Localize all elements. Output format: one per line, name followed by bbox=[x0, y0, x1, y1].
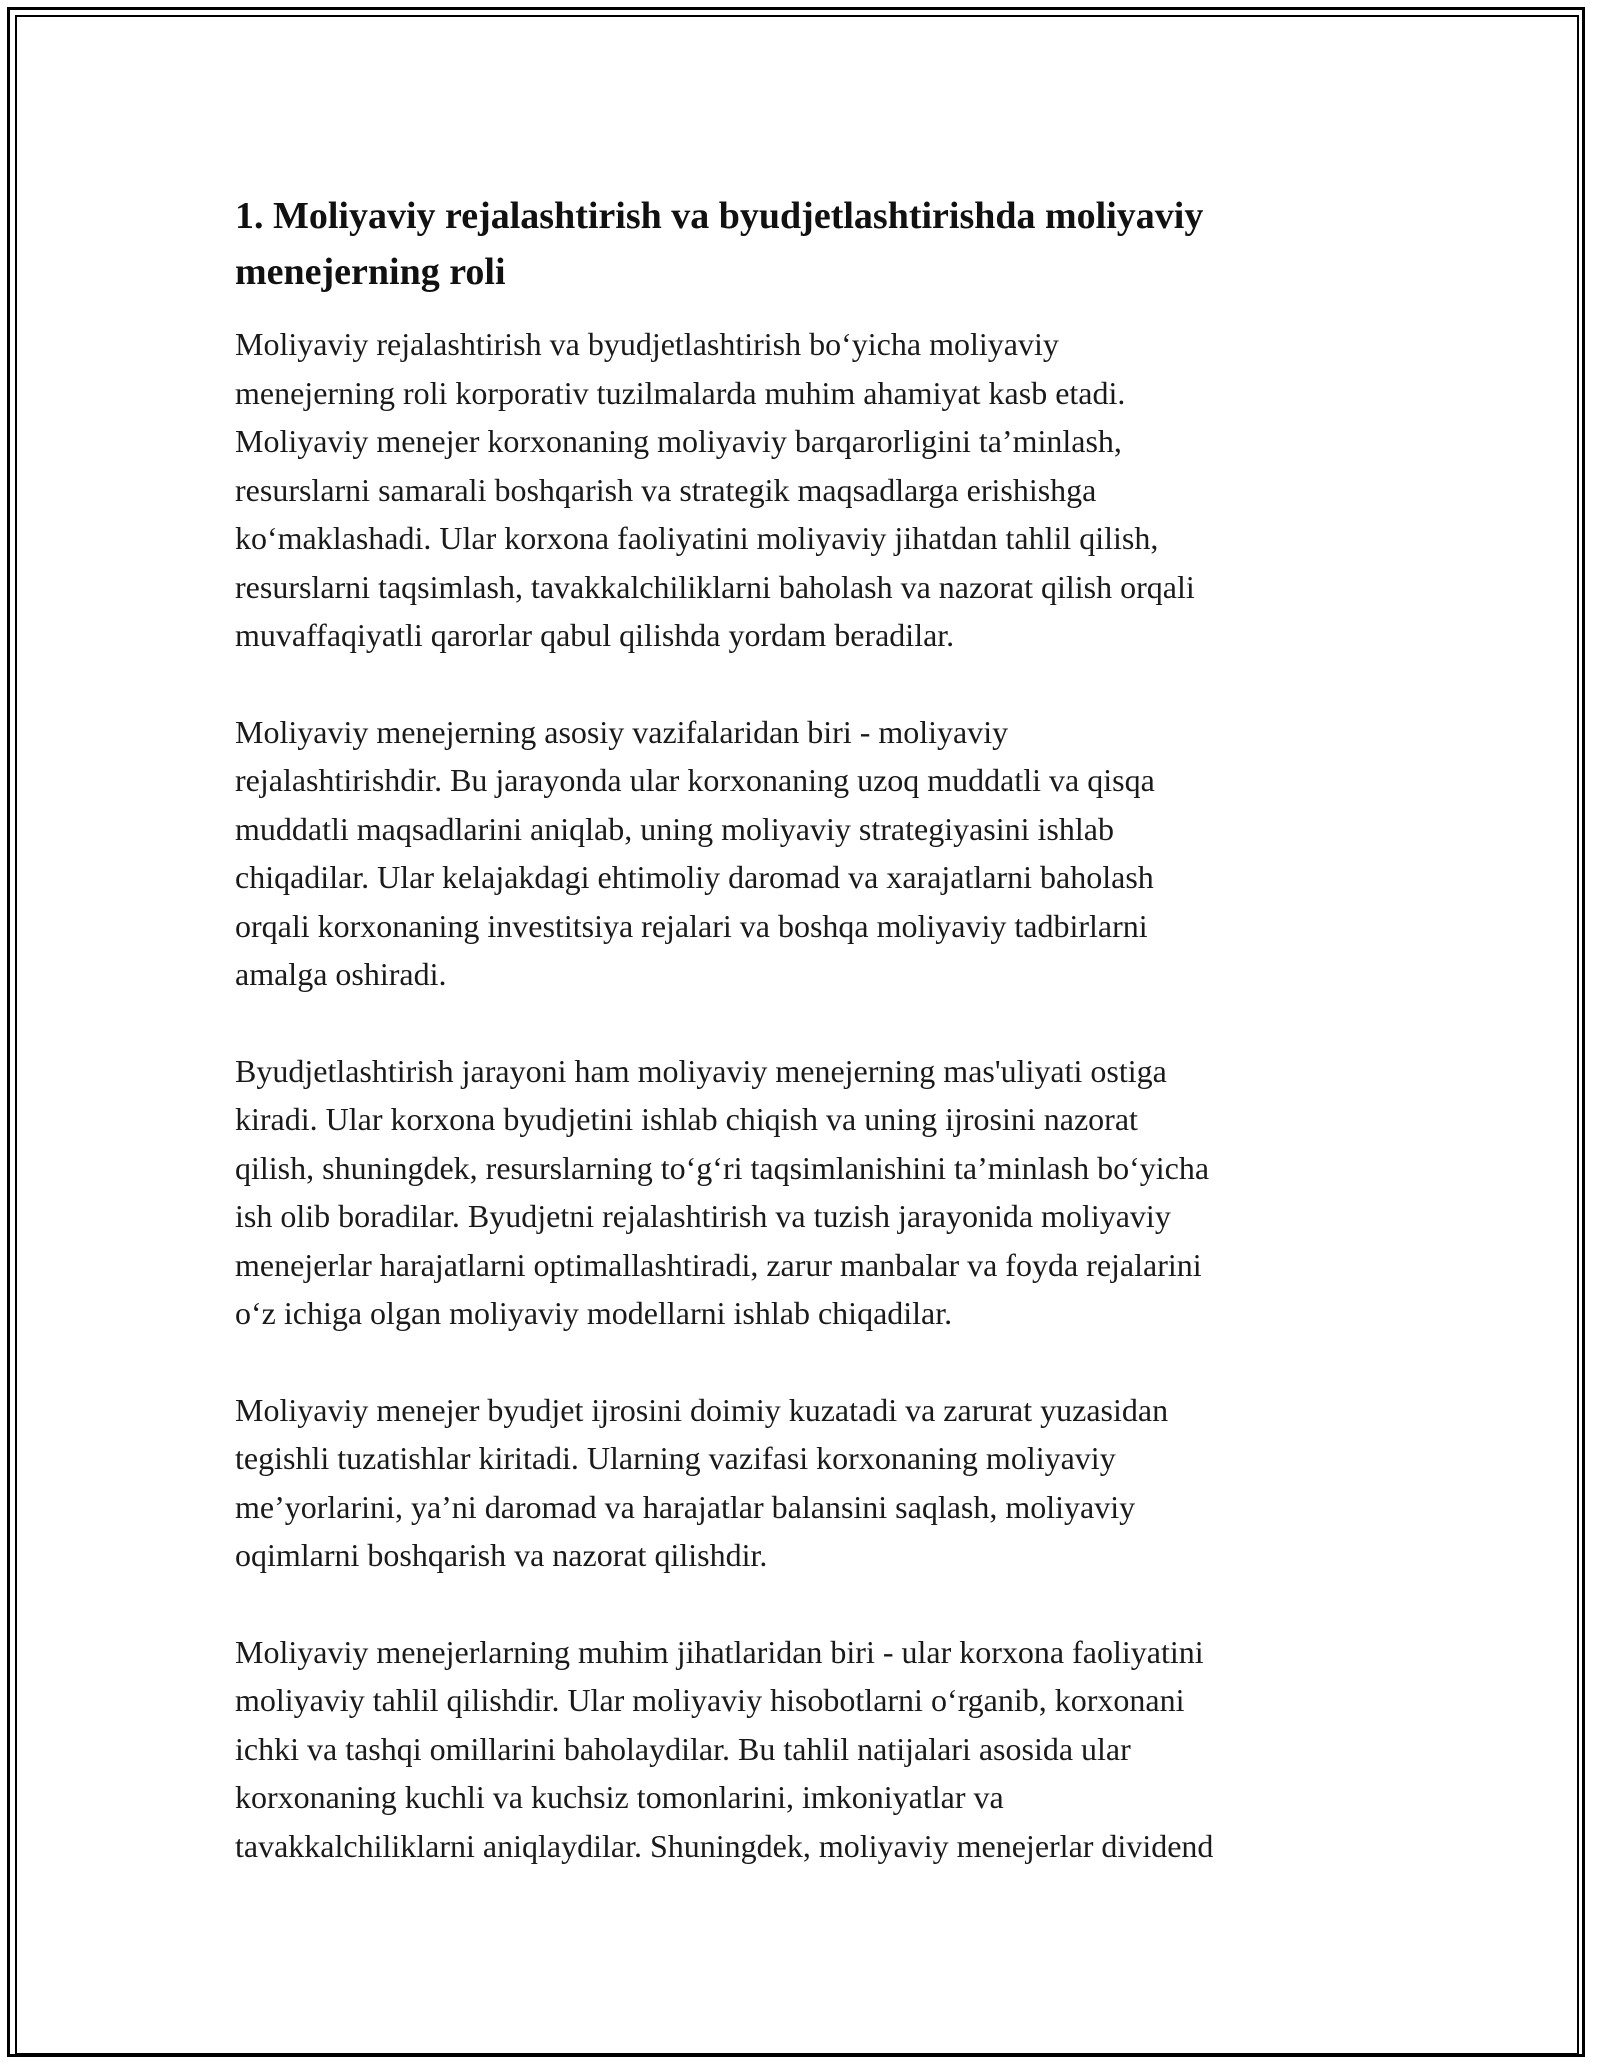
paragraph-line: orqali korxonaning investitsiya rejalari va boshqa moliyaviy tadbirlarni bbox=[235, 907, 1148, 944]
paragraph-line: ko‘maklashadi. Ular korxona faoliyatini moliyaviy jihatdan tahlil qilish, bbox=[235, 520, 1159, 556]
paragraph-line: o‘z ichiga olgan moliyaviy modellarni ishlab chiqadilar. bbox=[235, 1295, 953, 1331]
paragraph-line: Moliyaviy menejer korxonaning moliyaviy barqarorligini ta’minlash, bbox=[235, 423, 1122, 459]
paragraph-line: Moliyaviy rejalashtirish va byudjetlashtirish bo‘yicha moliyaviy bbox=[235, 326, 1059, 362]
paragraph-line: muddatli maqsadlarini aniqlab, uning moliyaviy strategiyasini ishlab bbox=[235, 810, 1114, 847]
paragraph-2 bbox=[235, 708, 1365, 999]
heading-line: 1. Moliyaviy rejalashtirish va byudjetlashtirishda moliyaviy bbox=[235, 195, 1204, 237]
paragraph-line: moliyaviy tahlil qilishdir. Ular moliyaviy hisobotlarni o‘rganib, korxonani bbox=[235, 1682, 1185, 1718]
paragraph-line: ish olib boradilar. Byudjetni rejalashtirish va tuzish jarayonida moliyaviy bbox=[235, 1198, 1171, 1234]
section-heading bbox=[235, 188, 1365, 300]
paragraph-line: resurslarni taqsimlash, tavakkalchiliklarni baholash va nazorat qilish orqali bbox=[235, 568, 1195, 605]
paragraph-line: tavakkalchiliklarni aniqlaydilar. Shuningdek, moliyaviy menejerlar dividend bbox=[235, 1827, 1214, 1864]
paragraph-line: korxonaning kuchli va kuchsiz tomonlarini, imkoniyatlar va bbox=[235, 1779, 1004, 1815]
paragraph-line: Moliyaviy menejer byudjet ijrosini doimiy kuzatadi va zarurat yuzasidan bbox=[235, 1391, 1169, 1428]
paragraph-line: Byudjetlashtirish jarayoni ham moliyaviy menejerning mas'uliyati ostiga bbox=[235, 1052, 1167, 1089]
paragraph-1 bbox=[235, 320, 1365, 660]
document-body bbox=[235, 188, 1365, 1918]
paragraph-line: kiradi. Ular korxona byudjetini ishlab chiqish va uning ijrosini nazorat bbox=[235, 1101, 1138, 1137]
paragraph-line: qilish, shuningdek, resurslarning to‘g‘ri taqsimlanishini ta’minlash bo‘yicha bbox=[235, 1149, 1210, 1186]
paragraph-line: amalga oshiradi. bbox=[235, 956, 447, 992]
paragraph-line: oqimlarni boshqarish va nazorat qilishdir. bbox=[235, 1537, 768, 1573]
paragraph-line: me’yorlarini, ya’ni daromad va harajatlar balansini saqlash, moliyaviy bbox=[235, 1488, 1136, 1525]
paragraph-5 bbox=[235, 1628, 1365, 1871]
paragraph-line: tegishli tuzatishlar kiritadi. Ularning vazifasi korxonaning moliyaviy bbox=[235, 1440, 1116, 1476]
paragraph-line: resurslarni samarali boshqarish va strategik maqsadlarga erishishga bbox=[235, 471, 1097, 508]
paragraph-line: rejalashtirishdir. Bu jarayonda ular korxonaning uzoq muddatli va qisqa bbox=[235, 762, 1155, 798]
paragraph-line: Moliyaviy menejerning asosiy vazifalaridan biri - moliyaviy bbox=[235, 713, 1009, 750]
paragraph-4 bbox=[235, 1386, 1365, 1580]
paragraph-line: muvaffaqiyatli qarorlar qabul qilishda yordam beradilar. bbox=[235, 617, 955, 653]
paragraph-line: chiqadilar. Ular kelajakdagi ehtimoliy daromad va xarajatlarni baholash bbox=[235, 859, 1154, 895]
paragraph-line: Moliyaviy menejerlarning muhim jihatlaridan biri - ular korxona faoliyatini bbox=[235, 1633, 1204, 1670]
paragraph-line: ichki va tashqi omillarini baholaydilar. Bu tahlil natijalari asosida ular bbox=[235, 1730, 1131, 1767]
paragraph-line: menejerlar harajatlarni optimallashtiradi, zarur manbalar va foyda rejalarini bbox=[235, 1246, 1202, 1283]
paragraph-3 bbox=[235, 1047, 1365, 1338]
paragraph-line: menejerning roli korporativ tuzilmalarda muhim ahamiyat kasb etadi. bbox=[235, 374, 1126, 411]
heading-line: menejerning roli bbox=[235, 251, 506, 293]
